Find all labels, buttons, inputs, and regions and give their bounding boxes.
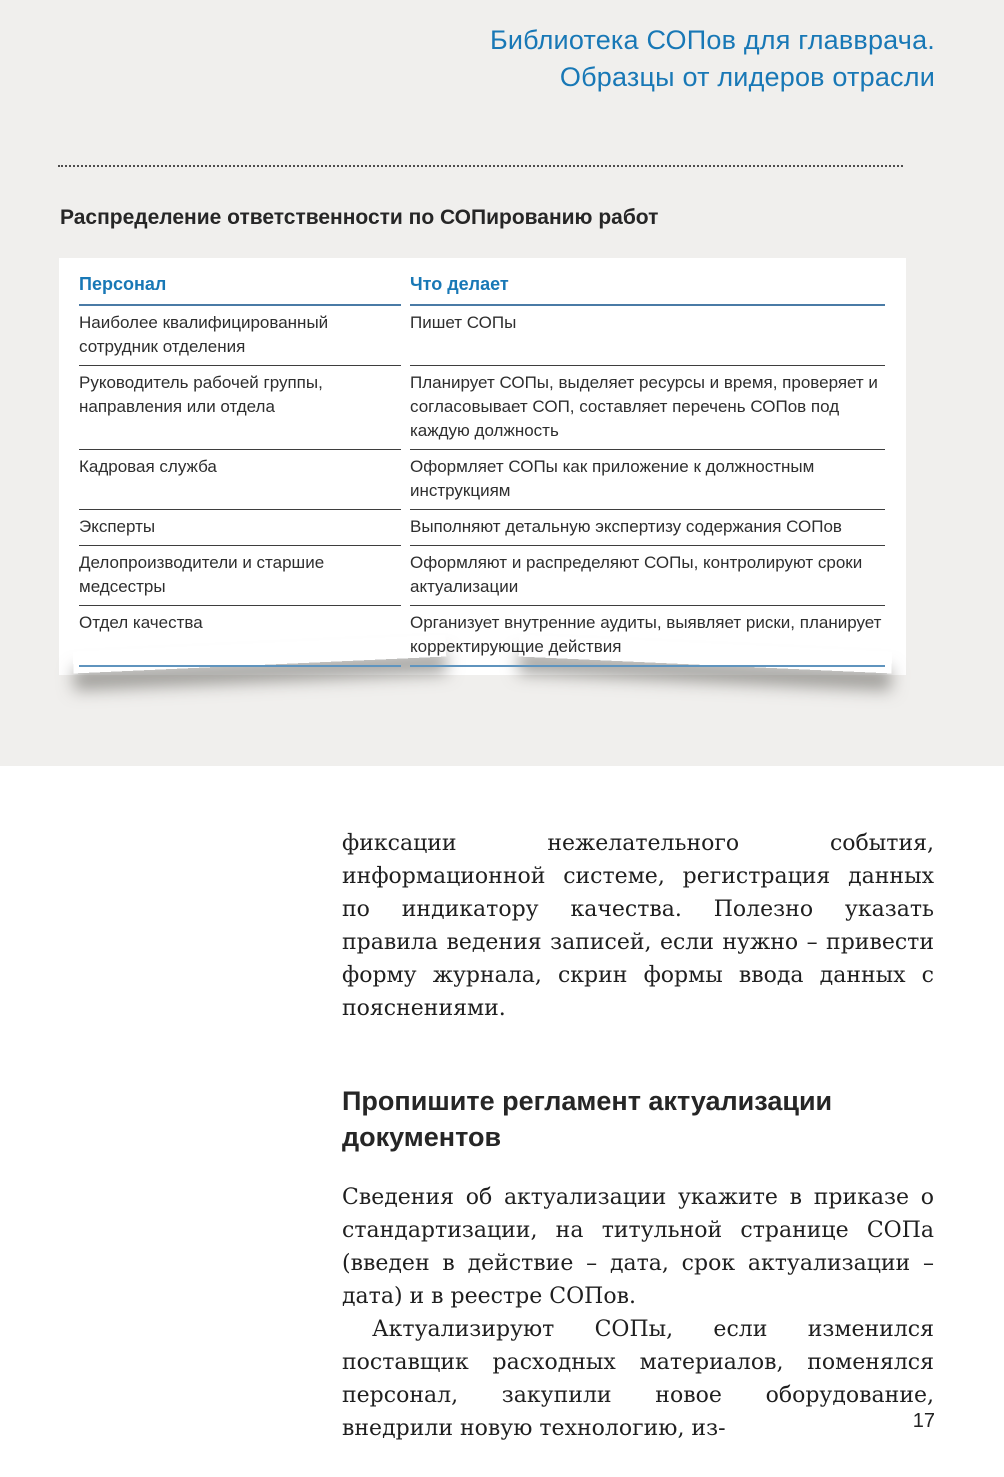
running-header: [490, 22, 935, 96]
cell-person: Руководитель рабочей группы, направления или отдела: [79, 366, 401, 450]
column-header-action: Что делает: [410, 262, 885, 306]
cell-action: Планирует СОПы, выделяет ресурсы и время, проверяет и согласовывает СОП, составляет перечень СОПов под каждую должность: [410, 366, 885, 450]
table-row: [79, 450, 885, 510]
cell-action: Пишет СОПы: [410, 306, 885, 366]
cell-person: Эксперты: [79, 510, 401, 546]
table-header-row: [79, 262, 885, 306]
cell-action: Оформляет СОПы как приложение к должностным инструкциям: [410, 450, 885, 510]
body-paragraph-1: фиксации нежелательного события, информационной системе, регистрация данных по индикатору качества. Полезно указать правила ведения записей, если нужно – привести форму журнала, скрин формы ввода данных с пояснениями.: [342, 831, 934, 1021]
cell-person: Отдел качества: [79, 606, 401, 667]
table-row: [79, 306, 885, 366]
cell-action: Организует внутренние аудиты, выявляет риски, планирует корректирующие действия: [410, 606, 885, 667]
cell-action: Оформляют и распределяют СОПы, контролируют сроки актуализации: [410, 546, 885, 606]
cell-person: Кадровая служба: [79, 450, 401, 510]
table-row: [79, 546, 885, 606]
table-row: [79, 510, 885, 546]
subsection-heading: Пропишите регламент актуализации документов: [342, 1086, 833, 1152]
table-card: [59, 258, 906, 675]
page-number: 17: [912, 1410, 935, 1432]
table-row: [79, 366, 885, 450]
column-header-personnel: Персонал: [79, 262, 401, 306]
text-column: [342, 827, 934, 1445]
cell-person: Делопроизводители и старшие медсестры: [79, 546, 401, 606]
section-title: Распределение ответственности по СОПированию работ: [60, 206, 659, 229]
table-row: [79, 606, 885, 667]
responsibility-table: [70, 262, 894, 667]
running-header-line2: Образцы от лидеров отрасли: [559, 62, 935, 92]
cell-person: Наиболее квалифицированный сотрудник отделения: [79, 306, 401, 366]
running-header-line1: Библиотека СОПов для главврача.: [489, 25, 935, 55]
body-panel: [0, 766, 1004, 1477]
body-paragraph-3: Актуализируют СОПы, если изменился поставщик расходных материалов, поменялся персонал, закупили новое оборудование, внедрили новую технологию, из-: [342, 1317, 934, 1441]
body-paragraph-2: Сведения об актуализации укажите в приказе о стандартизации, на титульной странице СОПа (введен в действие – дата, срок актуализации – дата) и в реестре СОПов.: [342, 1185, 934, 1309]
dotted-divider: [58, 165, 903, 167]
cell-action: Выполняют детальную экспертизу содержания СОПов: [410, 510, 885, 546]
